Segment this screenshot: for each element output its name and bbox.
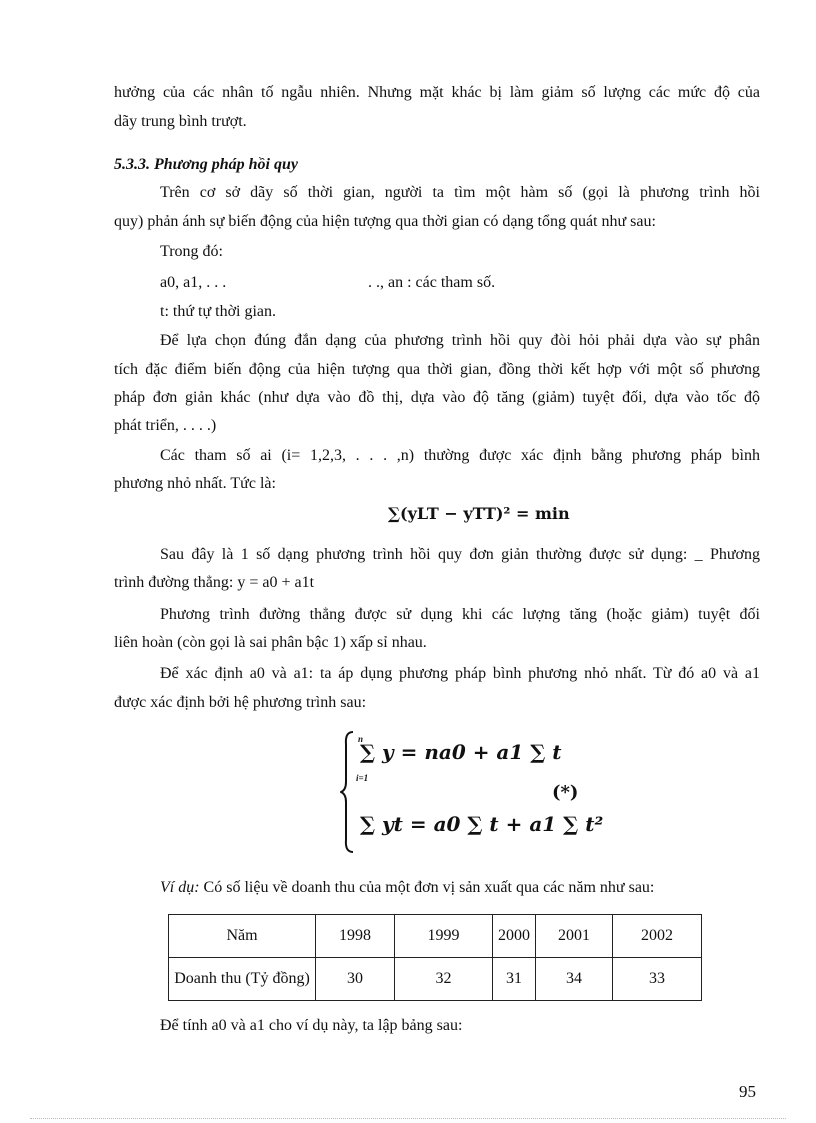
paragraph-2-line-3: pháp đơn giản khác (như dựa vào đồ thị, dựa vào độ tăng (giảm) tuyệt đối, dựa vào tốc độ bbox=[114, 389, 760, 406]
paragraph-4-line-2: trình đường thẳng: y = a0 + a1t bbox=[114, 574, 315, 591]
row-label-cell: Doanh thu (Tỷ đồng) bbox=[169, 958, 316, 1001]
table-row bbox=[169, 915, 702, 958]
section-heading: 5.3.3. Phương pháp hồi quy bbox=[114, 156, 298, 173]
footer-divider bbox=[30, 1118, 786, 1119]
value-cell: 34 bbox=[536, 958, 613, 1001]
paragraph-6-line-1: Để xác định a0 và a1: ta áp dụng phương pháp bình phương nhỏ nhất. Từ đó a0 và a1 bbox=[160, 665, 760, 682]
sum-upper-limit: n bbox=[358, 734, 364, 744]
revenue-table bbox=[168, 914, 702, 1001]
after-table-text: Để tính a0 và a1 cho ví dụ này, ta lập bảng sau: bbox=[160, 1017, 463, 1034]
year-cell: 1998 bbox=[316, 915, 395, 958]
paragraph-2-line-1: Để lựa chọn đúng đắn dạng của phương trình hồi quy đòi hỏi phải dựa vào sự phân bbox=[160, 332, 760, 349]
page-number: 95 bbox=[739, 1082, 756, 1101]
value-cell: 33 bbox=[613, 958, 702, 1001]
year-cell: 2002 bbox=[613, 915, 702, 958]
paragraph-2-line-2: tích đặc điểm biến động của hiện tượng qua thời gian, đồng thời kết hợp với một số phương bbox=[114, 361, 760, 378]
sum-lower-limit: i=1 bbox=[356, 773, 369, 783]
example-text: Có số liệu về doanh thu của một đơn vị sản xuất qua các năm như sau: bbox=[203, 879, 655, 896]
intro-line-1: hưởng của các nhân tố ngẫu nhiên. Nhưng mặt khác bị làm giảm số lượng các mức độ của bbox=[114, 84, 760, 101]
trong-do-label: Trong đó: bbox=[160, 243, 223, 260]
paragraph-1-line-1: Trên cơ sở dãy số thời gian, người ta tìm một hàm số (gọi là phương trình hồi bbox=[160, 184, 760, 201]
paragraph-2-line-4: phát triển, . . . .) bbox=[114, 417, 217, 434]
value-cell: 32 bbox=[395, 958, 493, 1001]
header-label-cell: Năm bbox=[169, 915, 316, 958]
year-cell: 2001 bbox=[536, 915, 613, 958]
value-cell: 31 bbox=[493, 958, 536, 1001]
t-definition: t: thứ tự thời gian. bbox=[160, 303, 277, 320]
year-cell: 1999 bbox=[395, 915, 493, 958]
intro-line-2: dãy trung bình trượt. bbox=[114, 113, 247, 130]
params-list-end: . ., an : các tham số. bbox=[368, 274, 496, 291]
paragraph-5-line-2: liên hoàn (còn gọi là sai phân bậc 1) xấp sỉ nhau. bbox=[114, 634, 427, 651]
paragraph-3-line-1: Các tham số ai (i= 1,2,3, . . . ,n) thường được xác định bằng phương pháp bình bbox=[160, 447, 760, 464]
table-row bbox=[169, 958, 702, 1001]
paragraph-1-line-2: quy) phản ánh sự biến động của hiện tượng qua thời gian có dạng tổng quát như sau: bbox=[114, 213, 656, 230]
paragraph-3-line-2: phương nhỏ nhất. Tức là: bbox=[114, 475, 276, 492]
paragraph-6-line-2: được xác định bởi hệ phương trình sau: bbox=[114, 694, 367, 711]
value-cell: 30 bbox=[316, 958, 395, 1001]
example-paragraph bbox=[160, 873, 654, 902]
paragraph-4-line-1: Sau đây là 1 số dạng phương trình hồi quy đơn giản thường được sử dụng: _ Phương bbox=[160, 546, 760, 563]
equation-line-2: ∑ yt = a0 ∑ t + a1 ∑ t² bbox=[360, 812, 604, 836]
params-list-start: a0, a1, . . . bbox=[160, 274, 227, 291]
system-tag: (*) bbox=[552, 782, 579, 803]
least-squares-formula: ∑(yLT − yTT)² = min bbox=[388, 504, 570, 523]
year-cell: 2000 bbox=[493, 915, 536, 958]
equation-line-1: ∑ y = na0 + a1 ∑ t bbox=[360, 740, 562, 764]
paragraph-5-line-1: Phương trình đường thẳng được sử dụng khi các lượng tăng (hoặc giảm) tuyệt đối bbox=[160, 606, 760, 623]
example-label: Ví dụ: bbox=[160, 879, 200, 896]
left-brace-icon bbox=[340, 730, 356, 854]
